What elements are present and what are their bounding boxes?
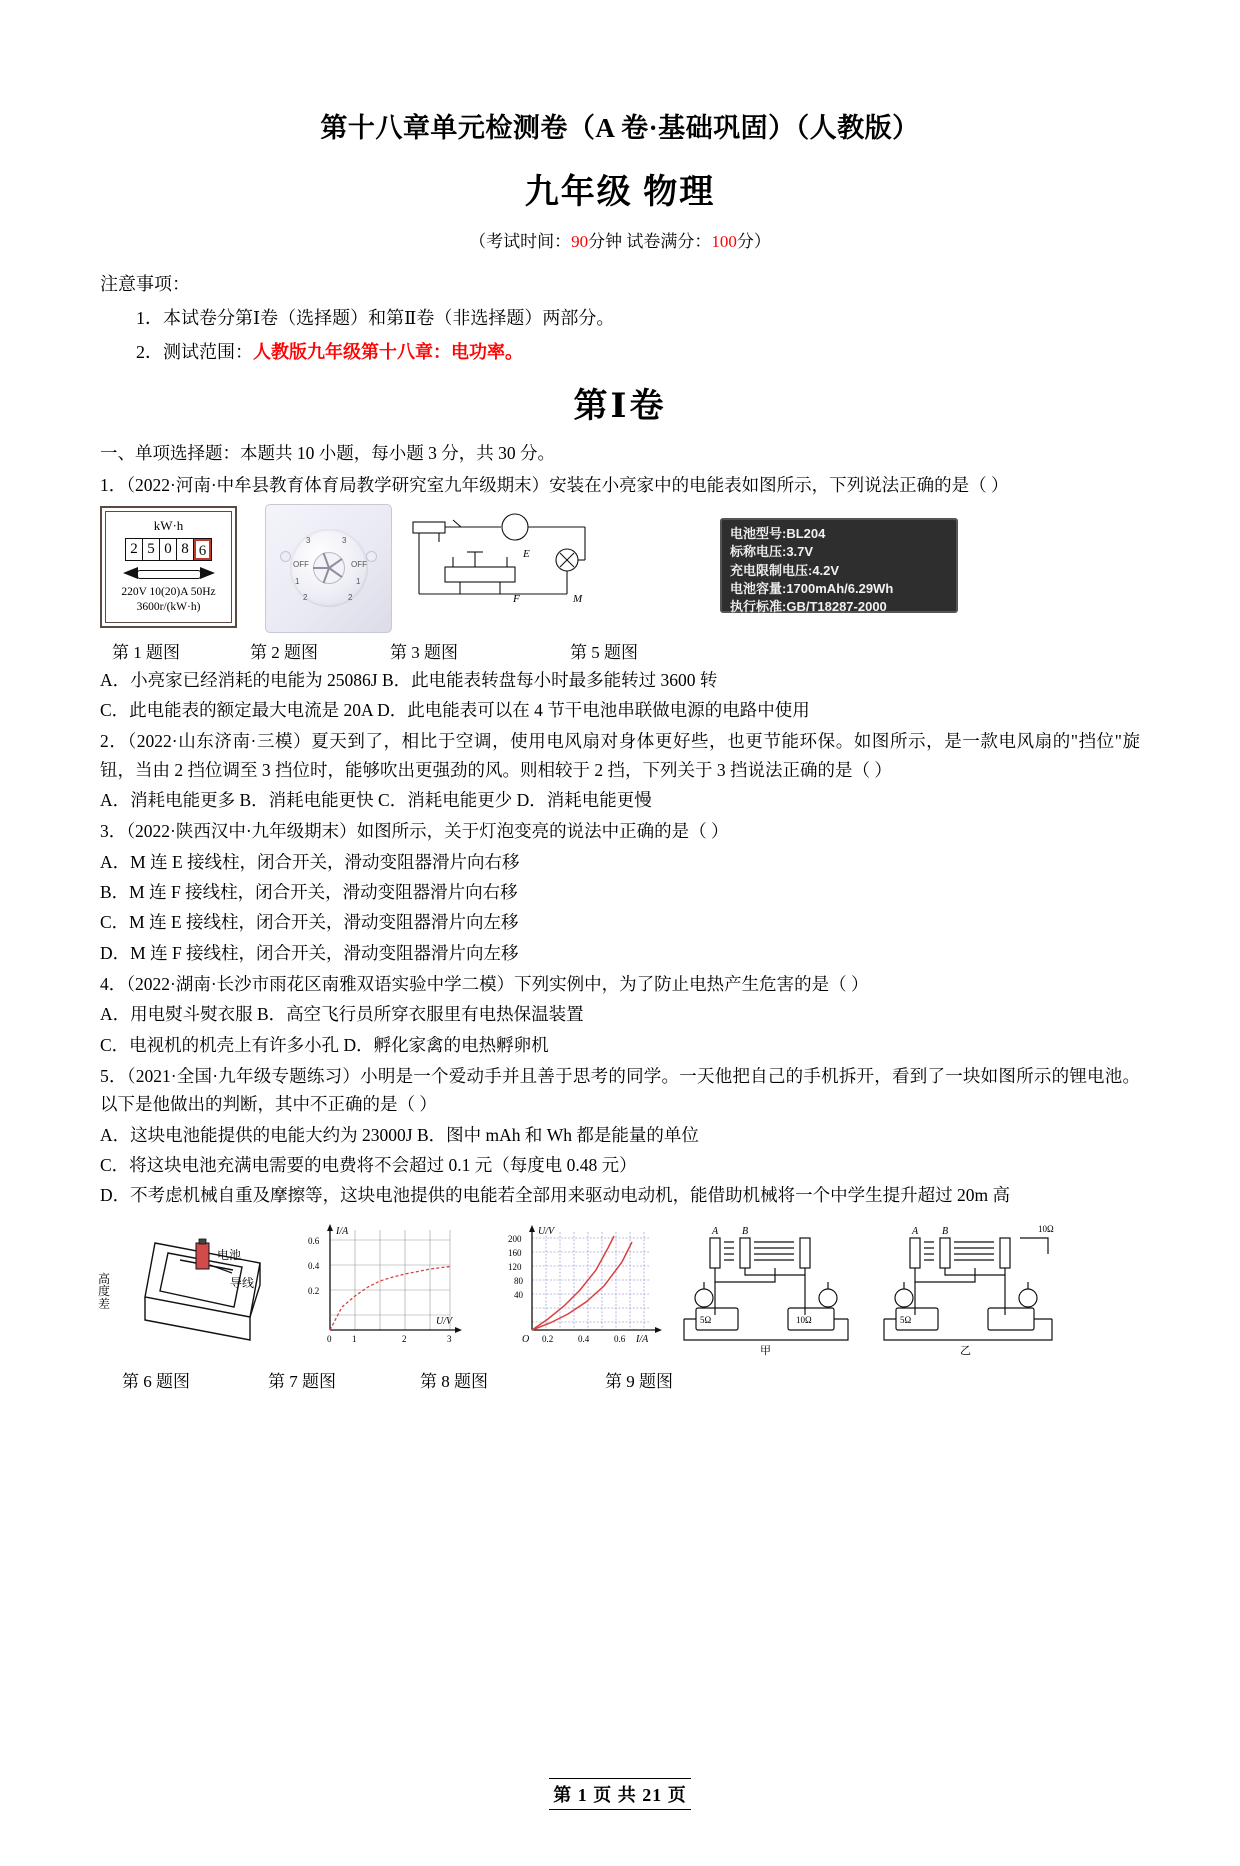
caption-fig-7: 第 7 题图 bbox=[268, 1371, 336, 1391]
question-1-text: （2022·河南·中牟县教育体育局教学研究室九年级期末）安装在小亮家中的电能表如图所示，下列说法正确的是（ ） bbox=[126, 475, 1009, 496]
section-heading: 一、单项选择题：本题共 10 小题，每小题 3 分，共 30 分。 bbox=[100, 443, 555, 464]
q9-jia-label-A: A bbox=[712, 1225, 719, 1237]
question-4-option-line-1: A．用电熨斗熨衣服 B．高空飞行员所穿衣服里有电热保温装置 bbox=[100, 1004, 584, 1025]
battery-label-line-4: 电池容量:1700mAh/6.29Wh bbox=[730, 580, 894, 596]
meter-spec bbox=[121, 585, 215, 616]
q7-xtick-0: 0 bbox=[327, 1333, 332, 1344]
caption-fig-2: 第 2 题图 bbox=[250, 642, 318, 662]
q8-xlabel: I/A bbox=[636, 1333, 649, 1345]
question-4-number: 4． bbox=[100, 974, 127, 995]
q8-chart-svg bbox=[490, 1220, 680, 1360]
meter-unit-label: kW·h bbox=[153, 517, 184, 533]
question-5-option-line-2: C．将这块电池充满电需要的电费将不会超过 0.1 元（每度电 0.48 元） bbox=[100, 1155, 637, 1176]
q7-chart-svg bbox=[300, 1220, 470, 1360]
battery-label-line-3: 充电限制电压:4.2V bbox=[730, 562, 840, 578]
question-4-text: （2022·湖南·长沙市雨花区南雅双语实验中学二模）下列实例中，为了防止电热产生危害的是（ ） bbox=[126, 974, 869, 995]
question-4-option-line-2: C．电视机的机壳上有许多小孔 D．孵化家禽的电热孵卵机 bbox=[100, 1034, 549, 1055]
circuit-diagram-figure bbox=[405, 512, 610, 622]
dial-label-3-right: 3 bbox=[342, 535, 347, 545]
q9-yi-svg bbox=[880, 1220, 1095, 1360]
caption-fig-6: 第 6 题图 bbox=[122, 1371, 190, 1391]
page-subtitle: 九年级 物理 bbox=[524, 174, 716, 212]
q9-yi-label-5ohm: 5Ω bbox=[900, 1314, 912, 1325]
dial-label-1-right: 1 bbox=[356, 576, 361, 586]
q7-ytick-04: 0.4 bbox=[308, 1260, 320, 1271]
circuit-svg bbox=[405, 512, 610, 622]
figure-captions-row-2 bbox=[100, 1367, 1140, 1395]
figure-row-1 bbox=[100, 506, 1140, 636]
question-2-text: （2022·山东济南·三模）夏天到了，相比于空调，使用电风扇对身体更好些，也更节能环保。如图所示，是一款电风扇的"挡位"旋钮，当由 2 挡位调至 3 挡位时，能够吹出更强劲的风。则相较于 2 挡，下列关于 3 挡说法正确的是（ ） bbox=[100, 731, 1140, 780]
question-4-stem bbox=[100, 970, 1140, 998]
question-2-stem bbox=[100, 727, 1140, 784]
label-height-difference: 高度差 bbox=[98, 1271, 111, 1311]
question-5-option-line-1: A．这块电池能提供的电能大约为 23000J B．图中 mAh 和 Wh 都是能量的单位 bbox=[100, 1124, 699, 1145]
page-footer bbox=[0, 1778, 1240, 1810]
incline-figure bbox=[100, 1225, 310, 1355]
q8-ytick-80: 80 bbox=[514, 1275, 523, 1286]
label-wire: 导线 bbox=[230, 1275, 255, 1290]
q8-xtick-06: 0.6 bbox=[614, 1333, 626, 1344]
q9-yi-label-B: B bbox=[942, 1225, 949, 1237]
meter-digit-4: 8 bbox=[177, 539, 194, 560]
question-3-option-d: D．M 连 F 接线柱，闭合开关，滑动变阻器滑片向左移 bbox=[100, 942, 519, 963]
q9-yi-label-A: A bbox=[912, 1225, 919, 1237]
notice-item-2 bbox=[100, 338, 1140, 364]
circuit-label-F: F bbox=[513, 592, 520, 605]
question-5-text: （2021·全国·九年级专题练习）小明是一个爱动手并且善于思考的同学。一天他把自己的手机拆开，看到了一块如图所示的锂电池。以下是他做出的判断，其中不正确的是（ ） bbox=[100, 1066, 1141, 1115]
meter-digit-5: 6 bbox=[194, 539, 211, 560]
q8-ylabel: U/V bbox=[538, 1225, 555, 1237]
q8-ytick-40: 40 bbox=[514, 1289, 523, 1300]
q8-xtick-02: 0.2 bbox=[542, 1333, 554, 1344]
battery-label-line-5: 执行标准:GB/T18287-2000 bbox=[730, 599, 887, 615]
q7-xtick-3: 3 bbox=[447, 1333, 452, 1344]
juan-title: 第Ⅰ卷 bbox=[573, 388, 667, 426]
dial-label-2-left: 2 bbox=[303, 592, 308, 602]
question-1-stem bbox=[100, 471, 1140, 499]
q9-jia-svg bbox=[680, 1220, 890, 1360]
meter-digit-1: 2 bbox=[126, 539, 143, 560]
q8-chart-figure bbox=[490, 1220, 680, 1360]
circuit-label-M: M bbox=[573, 592, 583, 605]
page-title: 第十八章单元检测卷（A 卷·基础巩固）（人教版） bbox=[320, 113, 920, 143]
dial-label-off-left: OFF bbox=[293, 559, 309, 569]
notice-item-1: 1．本试卷分第Ⅰ卷（选择题）和第Ⅱ卷（非选择题）两部分。 bbox=[136, 308, 615, 329]
q9-yi-caption: 乙 bbox=[960, 1344, 971, 1357]
q7-ylabel: I/A bbox=[336, 1225, 349, 1237]
dial-label-1-left: 1 bbox=[295, 576, 300, 586]
question-3-number: 3． bbox=[100, 821, 127, 842]
dial-label-2-right: 2 bbox=[348, 592, 353, 602]
q7-xtick-2: 2 bbox=[402, 1333, 407, 1344]
fan-dial-figure bbox=[265, 504, 392, 633]
q7-xtick-1: 1 bbox=[352, 1333, 357, 1344]
meter-rotating-disc-icon bbox=[123, 567, 215, 580]
incline-svg bbox=[100, 1225, 310, 1355]
label-battery: 电池 bbox=[217, 1247, 242, 1262]
q8-ytick-200: 200 bbox=[508, 1233, 522, 1244]
q9-yi-label-10ohm: 10Ω bbox=[1038, 1223, 1054, 1234]
meter-digit-3: 0 bbox=[160, 539, 177, 560]
exam-total-score: 100 bbox=[711, 232, 737, 252]
question-5-option-line-3: D．不考虑机械自重及摩擦等，这块电池提供的电能若全部用来驱动电动机，能借助机械将一个中学生提升超过 20m 高 bbox=[100, 1185, 1010, 1206]
meta-suffix: 分） bbox=[736, 232, 771, 252]
caption-fig-3: 第 3 题图 bbox=[390, 642, 458, 662]
question-1-number: 1． bbox=[100, 475, 127, 496]
dial-label-3-left: 3 bbox=[306, 535, 311, 545]
figure-captions-row-1 bbox=[100, 638, 1140, 664]
battery-label-figure bbox=[720, 518, 958, 613]
q9-jia-label-5ohm: 5Ω bbox=[700, 1314, 712, 1325]
q8-origin-label: O bbox=[522, 1333, 530, 1345]
question-3-stem bbox=[100, 817, 1140, 845]
q9-jia-label-B: B bbox=[742, 1225, 749, 1237]
meta-prefix: （考试时间： bbox=[469, 232, 572, 252]
question-3-text: （2022·陕西汉中·九年级期末）如图所示，关于灯泡变亮的说法中正确的是（ ） bbox=[126, 821, 729, 842]
question-5-stem bbox=[100, 1062, 1140, 1119]
meter-digit-display bbox=[125, 538, 212, 561]
electric-meter-figure bbox=[100, 506, 237, 628]
meta-mid: 分钟 试卷满分： bbox=[588, 232, 712, 252]
exam-meta bbox=[100, 227, 1140, 252]
exam-duration: 90 bbox=[571, 232, 589, 252]
question-2-number: 2． bbox=[100, 731, 128, 752]
caption-fig-8: 第 8 题图 bbox=[420, 1371, 488, 1391]
q8-xtick-04: 0.4 bbox=[578, 1333, 590, 1344]
question-3-option-b: B．M 连 F 接线柱，闭合开关，滑动变阻器滑片向右移 bbox=[100, 882, 518, 903]
battery-label-line-1: 电池型号:BL204 bbox=[730, 525, 826, 541]
battery-label-line-2: 标称电压:3.7V bbox=[730, 544, 814, 560]
caption-fig-9: 第 9 题图 bbox=[605, 1371, 673, 1391]
q9-figure-yi bbox=[880, 1220, 1095, 1360]
page-number: 第 1 页 共 21 页 bbox=[549, 1778, 691, 1810]
dial-screw-right bbox=[366, 551, 377, 562]
dial-label-off-right: OFF bbox=[351, 559, 367, 569]
q9-jia-label-10ohm: 10Ω bbox=[796, 1314, 812, 1325]
test-range: 人教版九年级第十八章：电功率。 bbox=[253, 342, 523, 363]
circuit-label-E: E bbox=[523, 547, 530, 560]
q8-ytick-160: 160 bbox=[508, 1247, 522, 1258]
q9-figure-jia bbox=[680, 1220, 890, 1360]
figure-row-2 bbox=[100, 1220, 1140, 1365]
exam-page bbox=[0, 112, 1240, 1866]
notice-heading: 注意事项： bbox=[100, 274, 190, 295]
q9-jia-caption: 甲 bbox=[760, 1344, 771, 1357]
q8-ytick-120: 120 bbox=[508, 1261, 522, 1272]
meter-digit-2: 5 bbox=[143, 539, 160, 560]
q7-chart-figure bbox=[300, 1220, 470, 1360]
dial-screw-left bbox=[280, 551, 291, 562]
q7-ytick-02: 0.2 bbox=[308, 1285, 320, 1296]
question-3-option-a: A．M 连 E 接线柱，闭合开关，滑动变阻器滑片向右移 bbox=[100, 851, 520, 872]
q7-xlabel: U/V bbox=[436, 1315, 453, 1327]
question-5-number: 5． bbox=[100, 1066, 127, 1087]
question-3-option-c: C．M 连 E 接线柱，闭合开关，滑动变阻器滑片向左移 bbox=[100, 912, 519, 933]
caption-fig-5: 第 5 题图 bbox=[570, 642, 638, 662]
q7-ytick-06: 0.6 bbox=[308, 1235, 320, 1246]
question-1-option-line-2: C．此电能表的额定最大电流是 20A D．此电能表可以在 4 节干电池串联做电源的电路中使用 bbox=[100, 699, 810, 720]
meter-spec-line-2: 3600r/(kW·h) bbox=[136, 601, 201, 614]
notice-item-2-prefix: 2．测试范围： bbox=[136, 342, 253, 363]
question-1-option-line-1: A．小亮家已经消耗的电能为 25086J B．此电能表转盘每小时最多能转过 3600 转 bbox=[100, 669, 718, 690]
question-2-option-line-1: A．消耗电能更多 B．消耗电能更快 C．消耗电能更少 D．消耗电能更慢 bbox=[100, 789, 652, 810]
meter-spec-line-1: 220V 10(20)A 50Hz bbox=[121, 585, 216, 598]
caption-fig-1: 第 1 题图 bbox=[112, 642, 180, 662]
